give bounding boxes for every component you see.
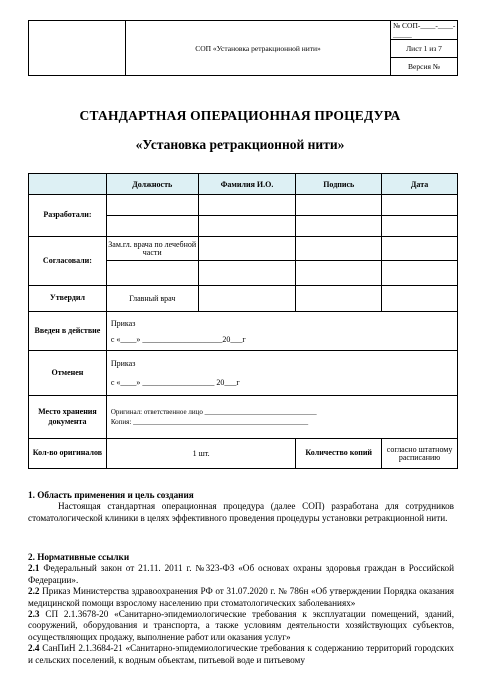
ref-2-4-num: 2.4 — [28, 643, 40, 654]
section-1-text: Настоящая стандартная операционная процедура (далее СОП) разработана для сотрудников стоматологической клиники в целях эффективного проведения процедуры установки ретракционной нити. — [28, 501, 454, 523]
row-developed: Разработали: — [29, 195, 107, 237]
col-name: Фамилия И.О. — [198, 174, 296, 195]
row-approved: Утвердил — [29, 286, 107, 312]
introduced-order-date: с «____» ____________________20___г — [110, 334, 246, 344]
sop-number: № СОП-____-____-_____ — [391, 21, 458, 40]
sheet-number: Лист 1 из 7 — [391, 40, 458, 58]
section-1-title: 1. Область применения и цель создания — [28, 490, 194, 500]
ref-2-1-text: Федеральный закон от 21.11. 2011 г. №323-ФЗ «Об основах охраны здоровья граждан в Российской Федерации». — [28, 563, 454, 585]
row-originals-count: Кол-во оригиналов — [29, 439, 107, 469]
cancelled-order-date: с «____» __________________ 20___г — [110, 378, 240, 387]
location-original: Оригинал: ответственное лицо ________________________________ — [110, 408, 317, 416]
agreed-position: Зам.гл. врача по лечебной части — [106, 237, 198, 261]
document-title: СТАНДАРТНАЯ ОПЕРАЦИОННАЯ ПРОЦЕДУРА — [79, 108, 401, 123]
ref-2-2-num: 2.2 — [28, 586, 40, 597]
section-1 — [28, 490, 454, 524]
ref-2-4 — [28, 643, 454, 666]
col-signature: Подпись — [296, 174, 382, 195]
originals-value: 1 шт. — [106, 439, 295, 469]
document-subtitle: «Установка ретракционной нити» — [135, 137, 345, 152]
ref-2-1-num: 2.1 — [28, 563, 40, 574]
ref-2-3-text: СП 2.1.3678-20 «Санитарно-эпидемиологические требования к эксплуатации помещений, зданий, сооружений, оборудования и транспорта, а также условиям деятельности хозяйствующих субъектов, осуществляющих продажу, выполнение работ или оказания услуг» — [28, 609, 454, 642]
col-date: Дата — [382, 174, 458, 195]
header-title: СОП «Установка ретракционной нити» — [126, 21, 391, 76]
ref-2-2 — [28, 586, 454, 609]
introduced-order-label: Приказ — [110, 318, 136, 328]
header-logo-cell — [29, 21, 126, 76]
approval-table — [28, 173, 458, 469]
introduced-order — [106, 312, 457, 351]
ref-2-2-text: Приказ Министерства здравоохранения РФ от 31.07.2020 г. № 786н «Об утверждении Порядка оказания медицинской помощи взрослому населению при стоматологических заболеваниях» — [28, 586, 454, 608]
row-location: Место хранения документа — [29, 396, 107, 439]
approved-position: Главный врач — [106, 286, 198, 312]
version-number: Версия № — [391, 58, 458, 76]
copies-value: согласно штатному расписанию — [382, 439, 458, 469]
document-header — [28, 20, 458, 76]
ref-2-3-num: 2.3 — [28, 609, 40, 620]
section-2-title: 2. Нормативные ссылки — [28, 552, 130, 562]
cancelled-order-label: Приказ — [110, 359, 136, 368]
row-introduced: Введен в действие — [29, 312, 107, 351]
cancelled-order — [106, 351, 457, 396]
row-agreed: Согласовали: — [29, 237, 107, 286]
section-2 — [28, 552, 454, 666]
table-corner — [29, 174, 107, 195]
ref-2-1 — [28, 563, 454, 586]
ref-2-3 — [28, 609, 454, 643]
location-copy: Копия: __________________________________________________ — [110, 418, 309, 426]
col-position: Должность — [106, 174, 198, 195]
row-cancelled: Отменен — [29, 351, 107, 396]
ref-2-4-text: СанПиН 2.1.3684-21 «Санитарно-эпидемиологические требования к содержанию территорий городских и сельских поселений, к водным объектам, питьевой воде и питьевому — [28, 643, 454, 665]
location-info — [106, 396, 457, 439]
copies-count-label: Количество копий — [296, 439, 382, 469]
